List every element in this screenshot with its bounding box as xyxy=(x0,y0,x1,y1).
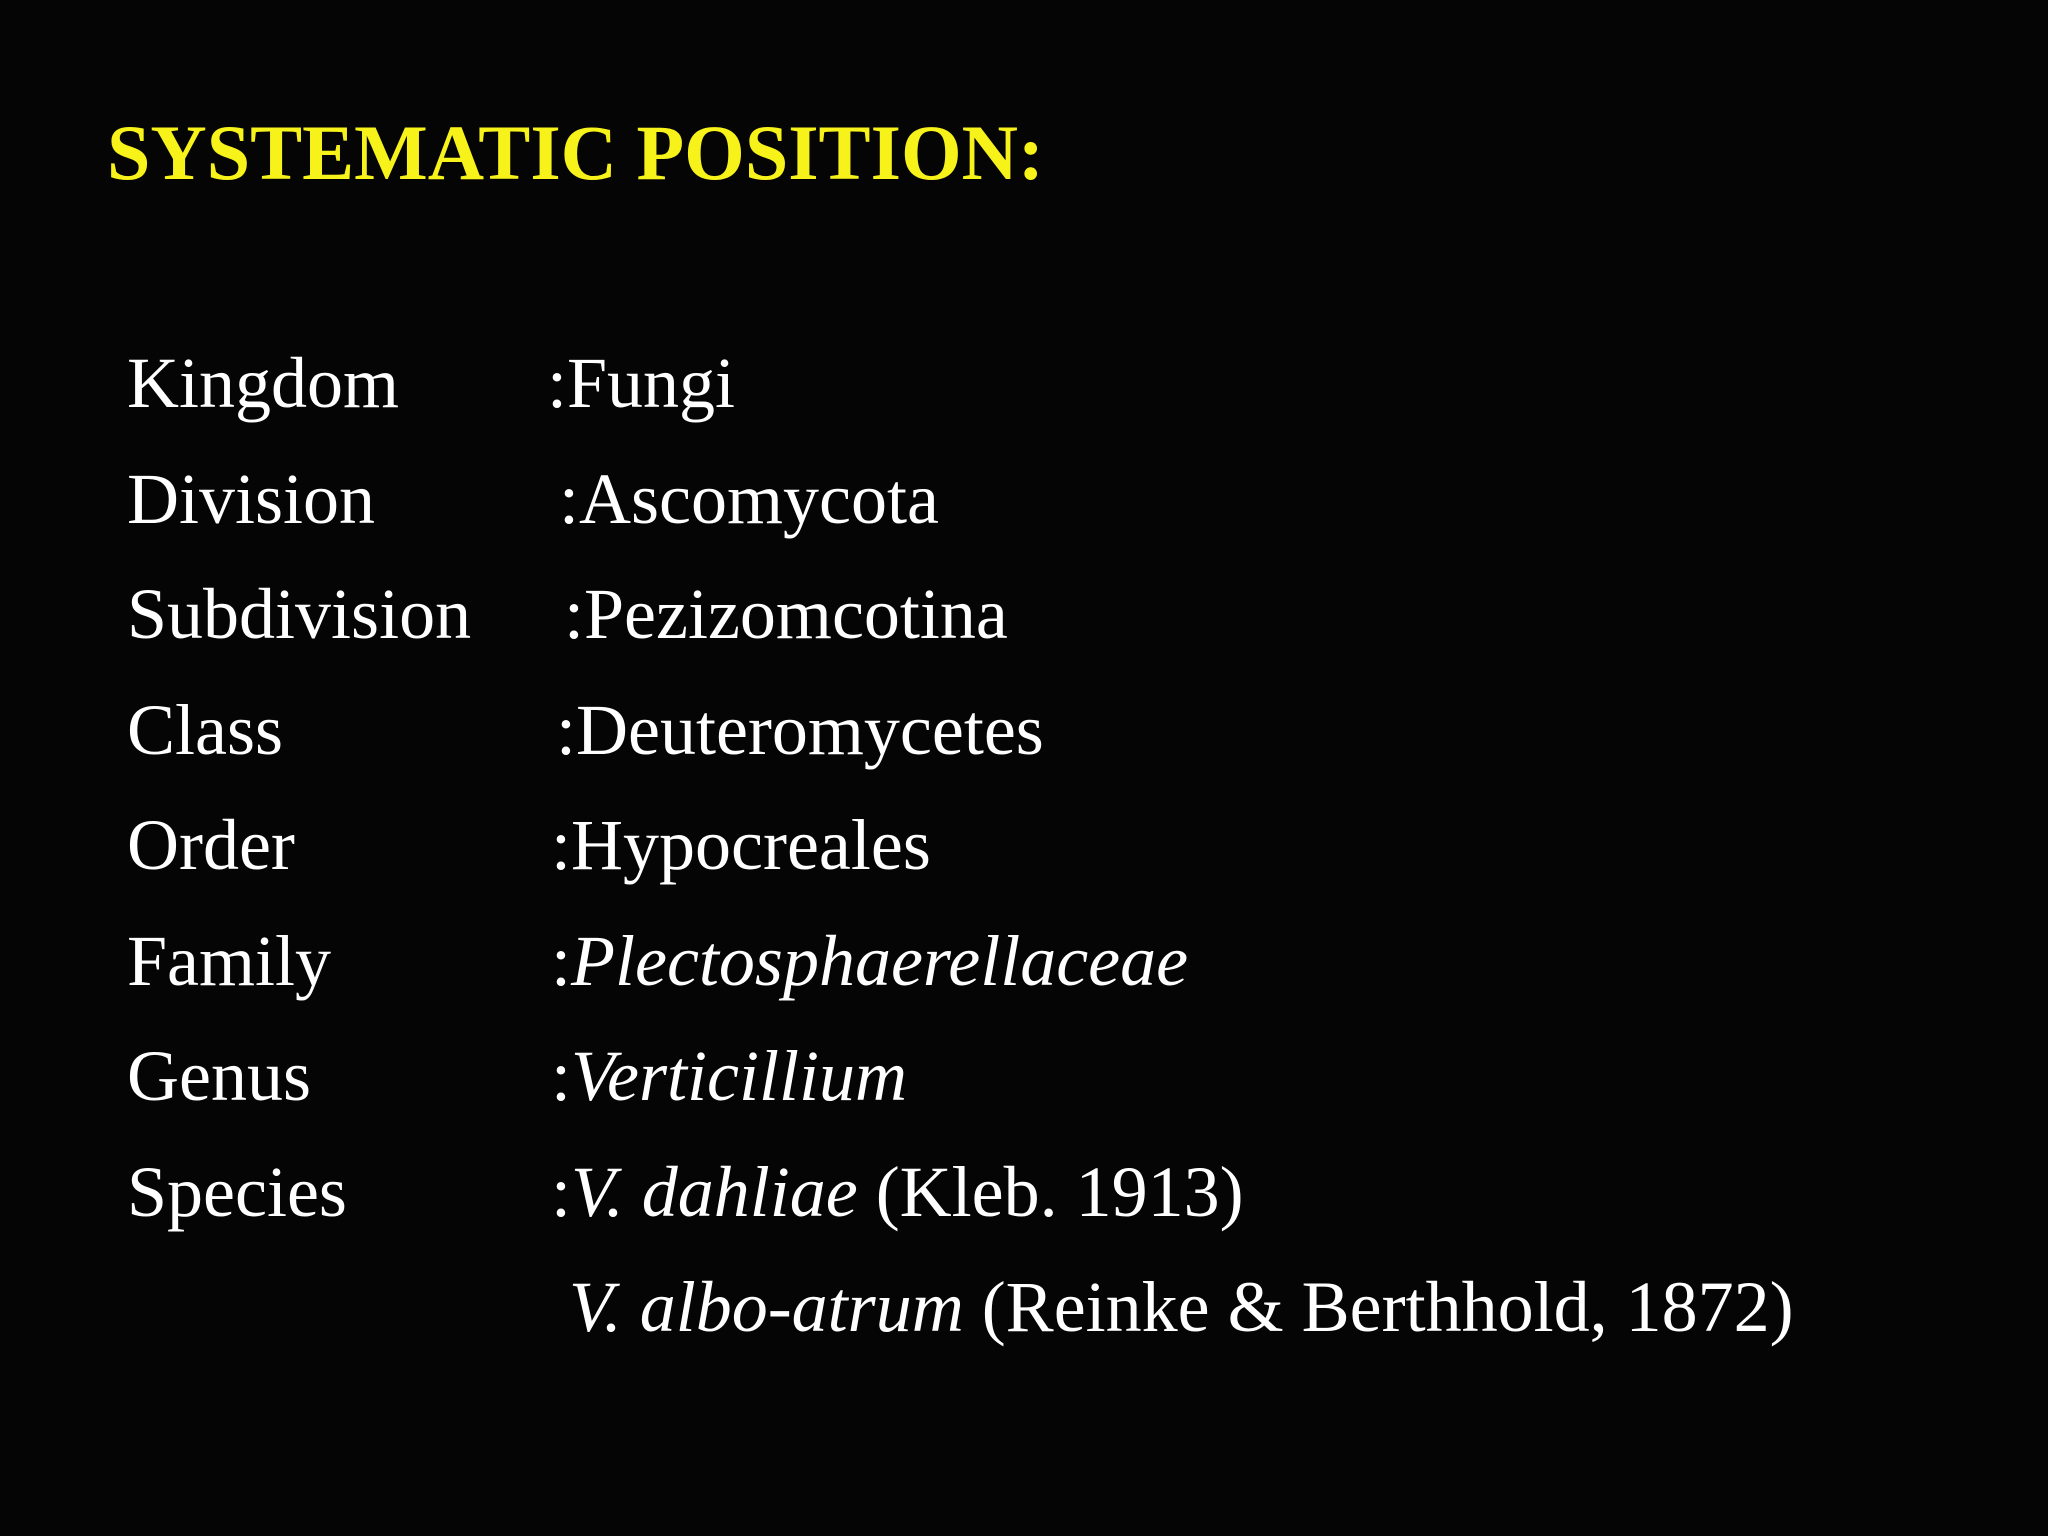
taxonomy-row-order xyxy=(127,800,2007,916)
rank-value xyxy=(556,685,1044,775)
rank-value xyxy=(551,1031,907,1121)
taxonomy-row-division xyxy=(127,454,2007,570)
taxon-authority: (Reinke & Berthhold, 1872) xyxy=(963,1267,1794,1347)
taxon-name: Fungi xyxy=(567,343,736,423)
taxonomy-row-species-2 xyxy=(127,1262,2007,1378)
rank-label: Subdivision xyxy=(127,574,472,654)
rank-value xyxy=(551,1147,1244,1237)
taxonomy-row-subdivision xyxy=(127,569,2007,685)
taxon-name: Hypocreales xyxy=(571,805,931,885)
rank-value xyxy=(551,800,931,890)
rank-value xyxy=(559,454,939,544)
rank-value xyxy=(551,916,1188,1006)
separator: : xyxy=(559,458,580,539)
separator: : xyxy=(564,574,585,654)
taxon-authority: (Kleb. 1913) xyxy=(857,1151,1244,1232)
taxon-name: Plectosphaerellaceae xyxy=(571,920,1189,1001)
separator: : xyxy=(551,1151,572,1232)
separator: : xyxy=(547,343,568,423)
rank-label: Division xyxy=(127,458,376,539)
rank-value xyxy=(569,1262,1794,1352)
taxonomy-row-family xyxy=(127,916,2007,1032)
taxonomy-list xyxy=(127,338,2007,1378)
rank-label: Species xyxy=(127,1151,347,1232)
taxon-name: Pezizomcotina xyxy=(584,574,1008,654)
rank-label: Genus xyxy=(127,1036,311,1116)
taxonomy-row-genus xyxy=(127,1031,2007,1147)
rank-label: Family xyxy=(127,920,332,1001)
slide-title: SYSTEMATIC POSITION: xyxy=(107,109,1044,196)
taxon-name: Deuteromycetes xyxy=(576,689,1044,770)
taxonomy-row-class xyxy=(127,685,2007,801)
taxon-name: Ascomycota xyxy=(579,458,939,539)
separator: : xyxy=(556,689,577,770)
rank-label: Class xyxy=(127,689,284,770)
rank-label: Kingdom xyxy=(127,343,400,423)
taxonomy-row-species xyxy=(127,1147,2007,1263)
rank-value xyxy=(564,569,1008,659)
rank-value xyxy=(547,338,735,428)
taxon-name: Verticillium xyxy=(571,1036,907,1116)
rank-label: Order xyxy=(127,805,295,885)
taxon-name: V. albo-atrum xyxy=(569,1267,964,1347)
separator: : xyxy=(551,1036,572,1116)
separator: : xyxy=(551,920,572,1001)
taxonomy-row-kingdom xyxy=(127,338,2007,454)
separator: : xyxy=(551,805,572,885)
taxon-name: V. dahliae xyxy=(571,1151,858,1232)
